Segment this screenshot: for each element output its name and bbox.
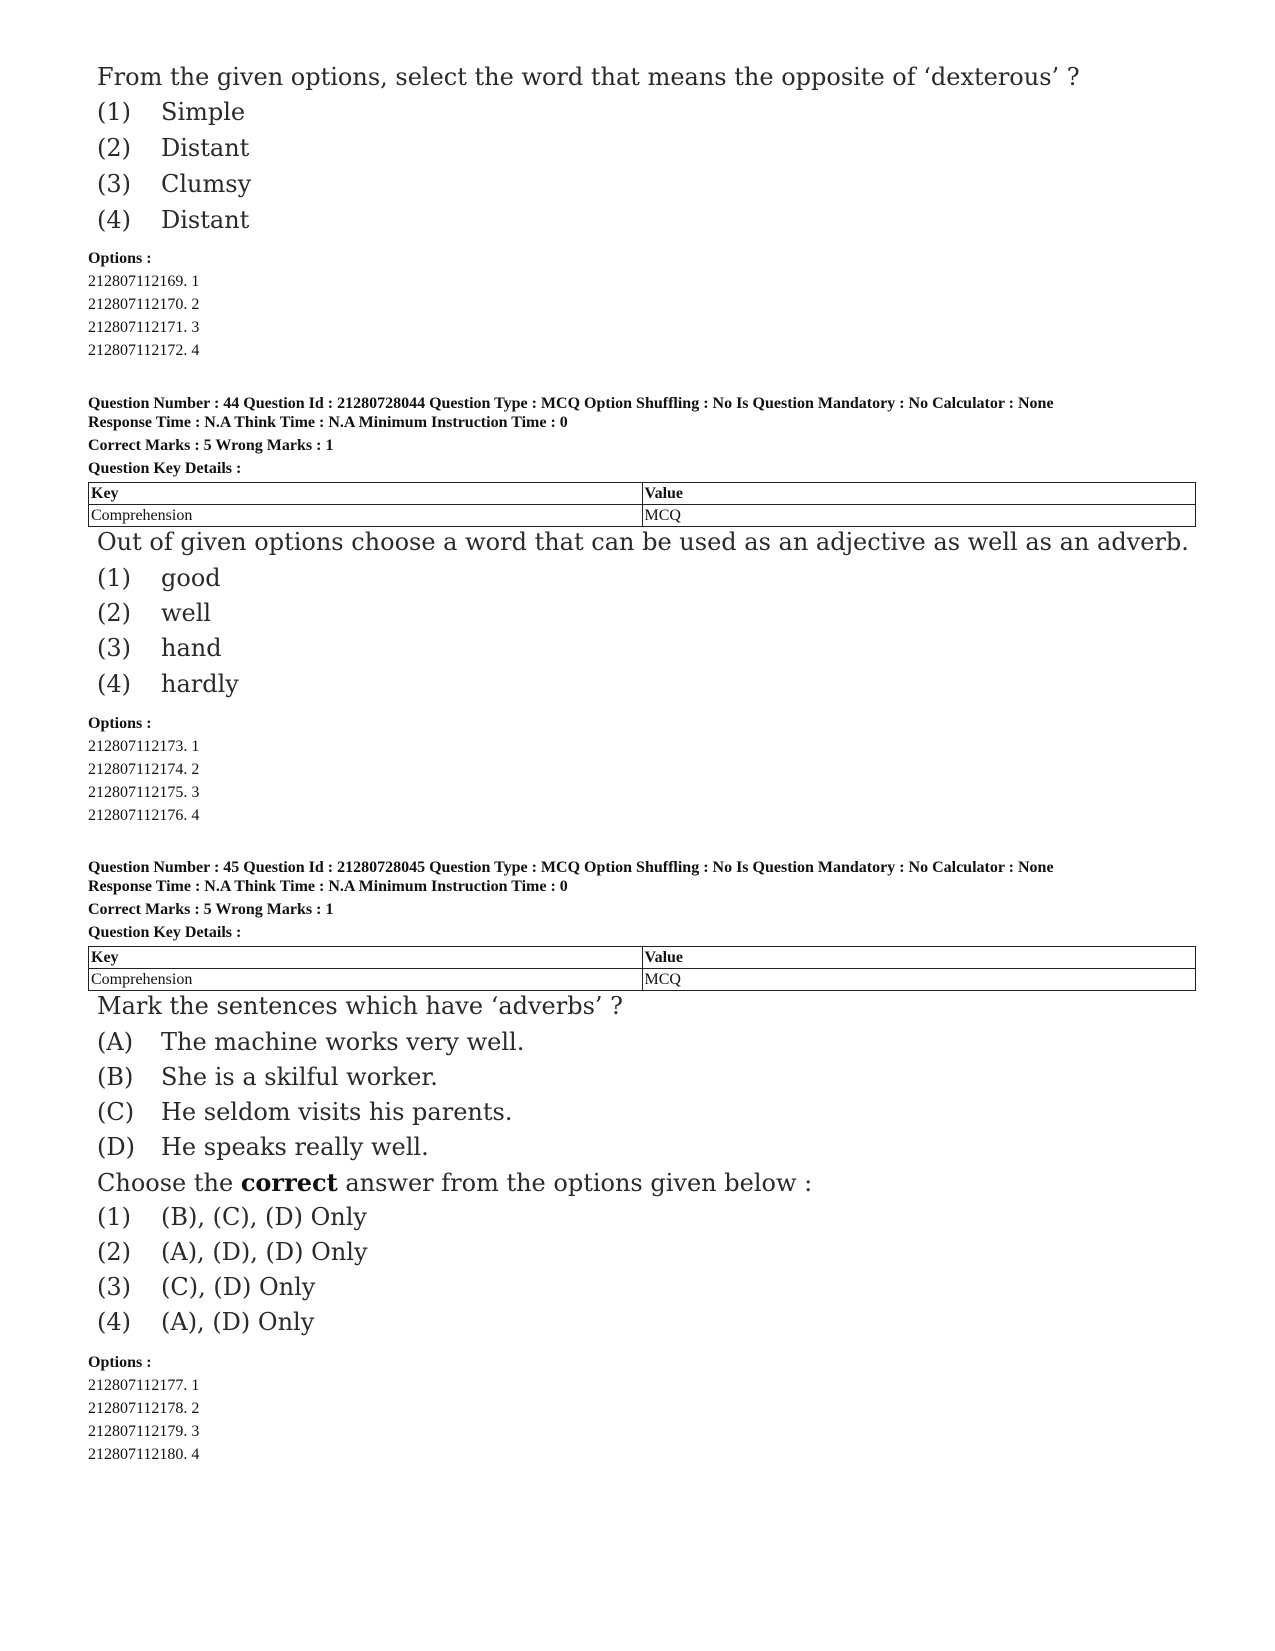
statement-text: He speaks really well.: [161, 1133, 429, 1161]
statement-letter: (B): [97, 1063, 134, 1091]
q45-options-label: Options :: [88, 1354, 152, 1371]
choice-text: (A), (D), (D) Only: [161, 1238, 368, 1266]
q44-option-id-2: 212807112174. 2: [88, 761, 200, 778]
q45-option-id-2: 212807112178. 2: [88, 1400, 200, 1417]
table-cell-key: Comprehension: [89, 505, 643, 527]
statement-text: He seldom visits his parents.: [161, 1098, 513, 1126]
table-header-value: Value: [642, 947, 1196, 969]
choice-number: (2): [97, 134, 131, 162]
table-cell-value: MCQ: [642, 969, 1196, 991]
choice-text: hardly: [161, 670, 239, 698]
choice-text: (B), (C), (D) Only: [161, 1203, 367, 1231]
choice-number: (4): [97, 1308, 131, 1336]
q43-option-id-4: 212807112172. 4: [88, 342, 200, 359]
q43-choice-4: [97, 206, 249, 234]
q45-choice-3: [97, 1273, 315, 1301]
instruction-pre: Choose the: [97, 1169, 241, 1197]
table-header-row: [89, 947, 1196, 969]
choice-number: (3): [97, 170, 131, 198]
choice-text: (A), (D) Only: [161, 1308, 315, 1336]
q44-meta-line1: Question Number : 44 Question Id : 21280728044 Question Type : MCQ Option Shuffling : No Is Question Mandatory : No Calculator : None: [88, 395, 1054, 412]
q45-instruction: [97, 1168, 812, 1197]
choice-text: Distant: [161, 134, 250, 162]
choice-number: (2): [97, 599, 131, 627]
table-cell-key: Comprehension: [89, 969, 643, 991]
q45-meta-line1: Question Number : 45 Question Id : 21280728045 Question Type : MCQ Option Shuffling : No Is Question Mandatory : No Calculator : None: [88, 859, 1054, 876]
choice-text: hand: [161, 634, 222, 662]
q45-key-table: [88, 946, 1196, 991]
statement-text: The machine works very well.: [161, 1028, 525, 1056]
q43-choice-2: [97, 134, 249, 162]
q44-question-text: Out of given options choose a word that can be used as an adjective as well as an adverb.: [97, 528, 1189, 556]
q45-marks: Correct Marks : 5 Wrong Marks : 1: [88, 901, 334, 918]
q44-marks: Correct Marks : 5 Wrong Marks : 1: [88, 437, 334, 454]
statement-letter: (D): [97, 1133, 135, 1161]
choice-text: Simple: [161, 98, 246, 126]
choice-number: (1): [97, 564, 131, 592]
q44-meta-line2: Response Time : N.A Think Time : N.A Minimum Instruction Time : 0: [88, 414, 568, 431]
table-row: [89, 969, 1196, 991]
q45-option-id-4: 212807112180. 4: [88, 1446, 200, 1463]
choice-number: (3): [97, 1273, 131, 1301]
instruction-bold: correct: [240, 1168, 338, 1197]
table-row: [89, 505, 1196, 527]
q43-option-id-2: 212807112170. 2: [88, 296, 200, 313]
q45-choice-1: [97, 1203, 367, 1231]
choice-text: Clumsy: [161, 170, 252, 198]
q44-option-id-1: 212807112173. 1: [88, 738, 200, 755]
q44-option-id-3: 212807112175. 3: [88, 784, 200, 801]
statement-text: She is a skilful worker.: [161, 1063, 438, 1091]
q45-option-id-1: 212807112177. 1: [88, 1377, 200, 1394]
q45-statement-d: [97, 1133, 429, 1161]
q45-statement-c: [97, 1098, 512, 1126]
q44-choice-1: [97, 564, 221, 592]
table-header-key: Key: [89, 947, 643, 969]
q45-key-details-label: Question Key Details :: [88, 924, 242, 941]
q43-question-text: From the given options, select the word that means the opposite of ‘dexterous’ ?: [97, 63, 1080, 91]
q45-statement-b: [97, 1063, 438, 1091]
table-cell-value: MCQ: [642, 505, 1196, 527]
q43-choice-1: [97, 98, 245, 126]
choice-number: (4): [97, 206, 131, 234]
q44-key-details-label: Question Key Details :: [88, 460, 242, 477]
choice-text: well: [161, 599, 212, 627]
q45-question-text: Mark the sentences which have ‘adverbs’ ?: [97, 992, 624, 1020]
q43-option-id-3: 212807112171. 3: [88, 319, 200, 336]
statement-letter: (C): [97, 1098, 135, 1126]
choice-number: (4): [97, 670, 131, 698]
q44-option-id-4: 212807112176. 4: [88, 807, 200, 824]
q44-choice-4: [97, 670, 239, 698]
choice-number: (3): [97, 634, 131, 662]
statement-letter: (A): [97, 1028, 134, 1056]
choice-text: Distant: [161, 206, 250, 234]
instruction-post: answer from the options given below :: [337, 1169, 813, 1197]
q43-option-id-1: 212807112169. 1: [88, 273, 200, 290]
q45-choice-2: [97, 1238, 368, 1266]
q43-choice-3: [97, 170, 251, 198]
choice-text: good: [161, 564, 221, 592]
q45-choice-4: [97, 1308, 314, 1336]
choice-number: (1): [97, 98, 131, 126]
table-header-value: Value: [642, 483, 1196, 505]
q44-options-label: Options :: [88, 715, 152, 732]
q44-key-table: [88, 482, 1196, 527]
q43-options-label: Options :: [88, 250, 152, 267]
q44-choice-3: [97, 634, 222, 662]
q45-statement-a: [97, 1028, 524, 1056]
q45-meta-line2: Response Time : N.A Think Time : N.A Minimum Instruction Time : 0: [88, 878, 568, 895]
table-header-row: [89, 483, 1196, 505]
q44-choice-2: [97, 599, 211, 627]
q45-option-id-3: 212807112179. 3: [88, 1423, 200, 1440]
table-header-key: Key: [89, 483, 643, 505]
choice-text: (C), (D) Only: [161, 1273, 316, 1301]
choice-number: (1): [97, 1203, 131, 1231]
choice-number: (2): [97, 1238, 131, 1266]
